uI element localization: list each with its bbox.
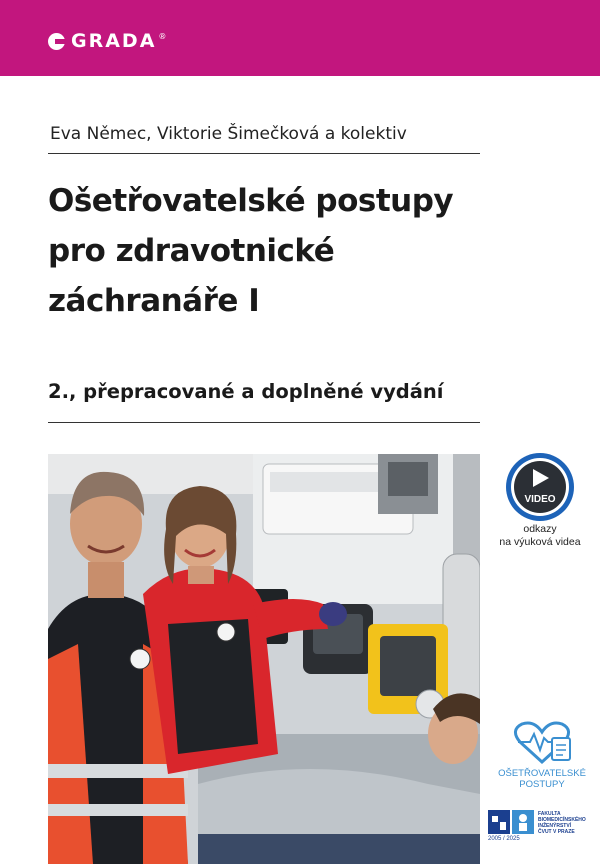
heart-clipboard-icon <box>494 720 590 766</box>
divider <box>48 422 480 423</box>
divider <box>48 153 480 154</box>
publisher-band <box>0 0 600 76</box>
title-line: Ošetřovatelské postupy <box>48 183 454 219</box>
faculty-line: BIOMEDICÍNSKÉHO <box>538 817 586 823</box>
series-logo-line: POSTUPY <box>519 779 565 790</box>
grada-logo-icon <box>48 33 65 50</box>
series-logo-line: OŠETŘOVATELSKÉ <box>498 768 586 779</box>
video-caption-line: odkazy <box>523 523 557 535</box>
authors: Eva Němec, Viktorie Šimečková a kolektiv <box>50 124 407 144</box>
faculty-line: INŽENÝRSTVÍ <box>538 823 572 829</box>
registered-mark: ® <box>158 32 167 41</box>
faculty-years: 2005 / 2025 <box>488 836 520 842</box>
title-line: záchranáře I <box>48 283 260 319</box>
publisher-name: GRADA <box>71 30 157 52</box>
video-badge <box>505 452 575 522</box>
book-title <box>48 176 518 326</box>
video-label: VIDEO <box>524 494 556 505</box>
publisher-logo <box>48 30 166 52</box>
video-caption <box>490 523 590 549</box>
edition: 2., přepracované a doplněné vydání <box>48 380 444 403</box>
video-caption-line: na výuková videa <box>499 536 581 548</box>
series-logo-text <box>490 768 594 790</box>
title-line: pro zdravotnické <box>48 233 335 269</box>
faculty-line: ČVUT V PRAZE <box>538 829 575 835</box>
faculty-line: FAKULTA <box>538 811 561 817</box>
faculty-logo <box>488 808 596 836</box>
cover-photo <box>48 454 480 864</box>
